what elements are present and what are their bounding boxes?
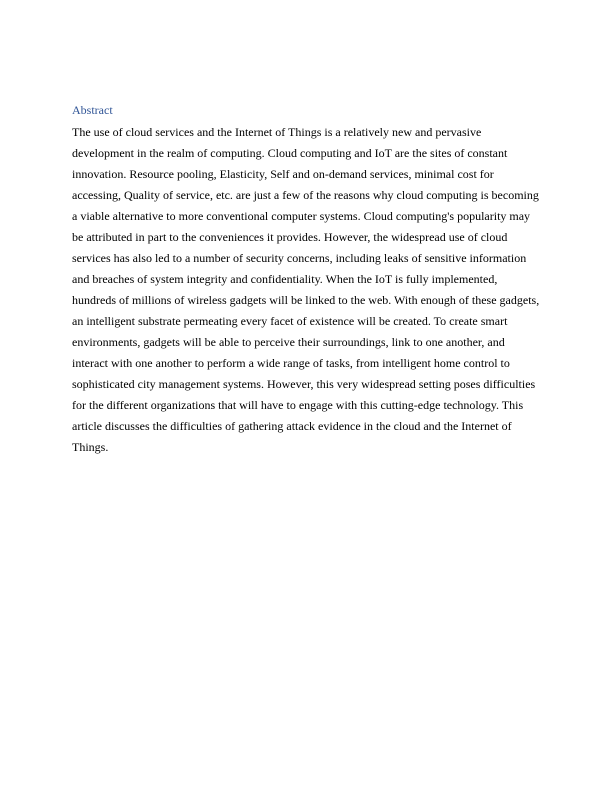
paragraph-line: be attributed in part to the conveniences it provides. However, the widespread use of cloud <box>72 230 508 244</box>
paragraph-line: hundreds of millions of wireless gadgets will be linked to the web. With enough of these gadgets, <box>72 293 540 307</box>
paragraph-line: The use of cloud services and the Internet of Things is a relatively new and pervasive <box>72 125 482 139</box>
paragraph-line: an intelligent substrate permeating every facet of existence will be created. To create smart <box>72 314 508 328</box>
paragraph-line: development in the realm of computing. Cloud computing and IoT are the sites of constant <box>72 146 508 160</box>
paragraph-line: innovation. Resource pooling, Elasticity, Self and on-demand services, minimal cost for <box>72 167 494 181</box>
paragraph-line: and breaches of system integrity and confidentiality. When the IoT is fully implemented, <box>72 272 498 286</box>
paragraph-line: for the different organizations that will have to engage with this cutting-edge technology. This <box>72 398 524 412</box>
paragraph-line: environments, gadgets will be able to perceive their surroundings, link to one another, and <box>72 335 505 349</box>
paragraph-line: interact with one another to perform a wide range of tasks, from intelligent home control to <box>72 356 510 370</box>
paragraph-line: Things. <box>72 440 109 454</box>
paragraph-line: services has also led to a number of security concerns, including leaks of sensitive information <box>72 251 527 265</box>
paragraph-line: article discusses the difficulties of gathering attack evidence in the cloud and the Internet of <box>72 419 512 433</box>
abstract-heading: Abstract <box>72 103 113 117</box>
paragraph-line: sophisticated city management systems. However, this very widespread setting poses difficulties <box>72 377 536 391</box>
paragraph-line: accessing, Quality of service, etc. are just a few of the reasons why cloud computing is becoming <box>72 188 539 202</box>
paragraph-line: a viable alternative to more conventional computer systems. Cloud computing's popularity may <box>72 209 531 223</box>
abstract-paragraph <box>72 122 542 458</box>
